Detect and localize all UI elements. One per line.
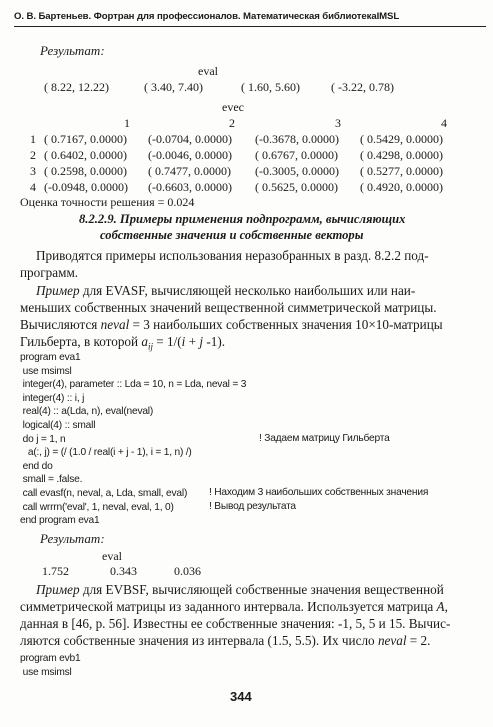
evec-cell: ( 0.4298, 0.0000): [360, 148, 443, 162]
code-line: call wrrrn('eval', 1, neval, eval, 1, 0): [20, 501, 174, 513]
evec-cell: ( 0.4920, 0.0000): [360, 180, 443, 194]
code-line: program evb1: [20, 653, 81, 664]
code-line: use msimsl: [20, 666, 72, 678]
evec-label: evec: [222, 100, 244, 114]
section-heading-line-2: собственные значения и собственные векторы: [100, 228, 364, 242]
eval-label: eval: [102, 549, 122, 563]
paragraph-line: [20, 316, 443, 333]
paragraph-text: для EVASF, вычисляющей несколько наибольших или наи-: [79, 283, 416, 298]
evec-cell: (-0.0948, 0.0000): [44, 180, 128, 194]
formula-i: i: [181, 334, 186, 349]
evec-cell: ( 0.5429, 0.0000): [360, 132, 443, 146]
header-rule: [14, 26, 486, 27]
code-line: do j = 1, n: [20, 433, 66, 445]
evec-cell: (-0.3005, 0.0000): [255, 164, 339, 178]
code-line: end program eva1: [20, 515, 100, 527]
code-comment: ! Вывод результата: [209, 500, 296, 512]
paragraph-text: для EVBSF, вычисляющей собственные значения вещественной: [79, 582, 444, 597]
code-line: call evasf(n, neval, a, Lda, small, eval): [20, 487, 188, 499]
paragraph-line: меньших собственных значений вещественной симметрической матрицы.: [20, 300, 437, 315]
paragraph-line: данная в [46, p. 56]. Известны ее собственные значения: -1, 5, 5 и 15. Вычис-: [20, 616, 451, 631]
evec-cell: (-0.0046, 0.0000): [148, 148, 232, 162]
paragraph-text: ,: [444, 599, 448, 614]
evec-cell: (-0.6603, 0.0000): [148, 180, 232, 194]
code-line: a(:, j) = (/ (1.0 / real(i + j - 1), i = 1, n) /): [20, 447, 192, 459]
eval-label: eval: [198, 64, 218, 78]
code-line: use msimsl: [20, 365, 72, 377]
eval-value: 1.752: [42, 564, 69, 578]
code-line: integer(4), parameter :: Lda = 10, n = Lda, neval = 3: [20, 379, 247, 391]
eval-value: ( -3.22, 0.78): [331, 80, 394, 94]
variable-neval: neval: [100, 317, 130, 332]
variable-neval: neval: [377, 633, 407, 648]
code-line: integer(4) :: i, j: [20, 392, 85, 404]
result-label: Результат:: [40, 43, 105, 58]
eval-value: 0.036: [174, 564, 201, 578]
paragraph-text: ляются собственные значения из интервала (1.5, 5.5). Их число: [20, 633, 378, 648]
formula-a: a: [141, 334, 148, 349]
evec-cell: ( 0.5625, 0.0000): [255, 180, 338, 194]
evec-cell: (-0.3678, 0.0000): [255, 132, 339, 146]
evec-col-header: 4: [441, 116, 447, 130]
code-line: small = .false.: [20, 474, 83, 486]
evec-row-index: 4: [30, 180, 36, 194]
eval-value: ( 3.40, 7.40): [144, 80, 203, 94]
formula-j: j: [199, 334, 204, 349]
code-line: program eva1: [20, 352, 81, 363]
code-line: logical(4) :: small: [20, 419, 96, 431]
result-label: Результат:: [40, 531, 105, 546]
evec-row-index: 1: [30, 132, 36, 146]
paragraph-line: [20, 598, 448, 615]
paragraph-text: Вычисляются: [20, 317, 101, 332]
evec-cell: ( 0.7167, 0.0000): [44, 132, 127, 146]
eval-value: 0.343: [110, 564, 137, 578]
evec-cell: ( 0.6767, 0.0000): [255, 148, 338, 162]
code-block-evb1: [20, 652, 80, 679]
formula-text: +: [185, 334, 200, 349]
evec-cell: ( 0.7477, 0.0000): [148, 164, 231, 178]
evec-cell: (-0.0704, 0.0000): [148, 132, 232, 146]
code-line: end do: [20, 460, 53, 472]
matrix-a: A: [436, 599, 445, 614]
example-word: Пример: [36, 283, 80, 298]
formula-text: -1).: [203, 334, 226, 349]
code-line: real(4) :: a(Lda, n), eval(neval): [20, 406, 154, 418]
paragraph-line: [20, 632, 430, 649]
paragraph-text: Гильберта, в которой: [20, 334, 142, 349]
evec-cell: ( 0.5277, 0.0000): [360, 164, 443, 178]
paragraph-line: [36, 282, 415, 299]
evec-row-index: 3: [30, 164, 36, 178]
paragraph-text: симметрической матрицы из заданного интервала. Используется матрица: [20, 599, 437, 614]
eval-value: ( 1.60, 5.60): [241, 80, 300, 94]
section-heading-line-1: 8.2.2.9. Примеры применения подпрограмм, вычисляющих: [79, 212, 406, 226]
formula-subscript: ij: [147, 341, 153, 352]
evec-row-index: 2: [30, 148, 36, 162]
example-word: Пример: [36, 582, 80, 597]
code-comment: ! Находим 3 наибольших собственных значения: [209, 487, 429, 498]
running-header: О. В. Бартеньев. Фортран для профессионалов. Математическая библиотекаIMSL: [14, 11, 400, 22]
page-number: 344: [230, 689, 252, 704]
paragraph-text: = 2.: [406, 633, 431, 648]
paragraph-text: = 3 наибольших собственных значения 10×10-матрицы: [129, 317, 443, 332]
evec-col-header: 2: [229, 116, 235, 130]
eval-value: ( 8.22, 12.22): [44, 80, 109, 94]
evec-col-header: 1: [124, 116, 130, 130]
intro-line: программ.: [20, 265, 79, 280]
formula-text: = 1/(: [152, 334, 182, 349]
intro-line: Приводятся примеры использования неразобранных в разд. 8.2.2 под-: [36, 248, 429, 263]
evec-col-header: 3: [335, 116, 341, 130]
evec-cell: ( 0.6402, 0.0000): [44, 148, 127, 162]
code-comment: ! Задаем матрицу Гильберта: [259, 432, 390, 444]
evec-cell: ( 0.2598, 0.0000): [44, 164, 127, 178]
paragraph-line: [36, 581, 444, 598]
accuracy-line: Оценка точности решения = 0.024: [20, 195, 195, 209]
